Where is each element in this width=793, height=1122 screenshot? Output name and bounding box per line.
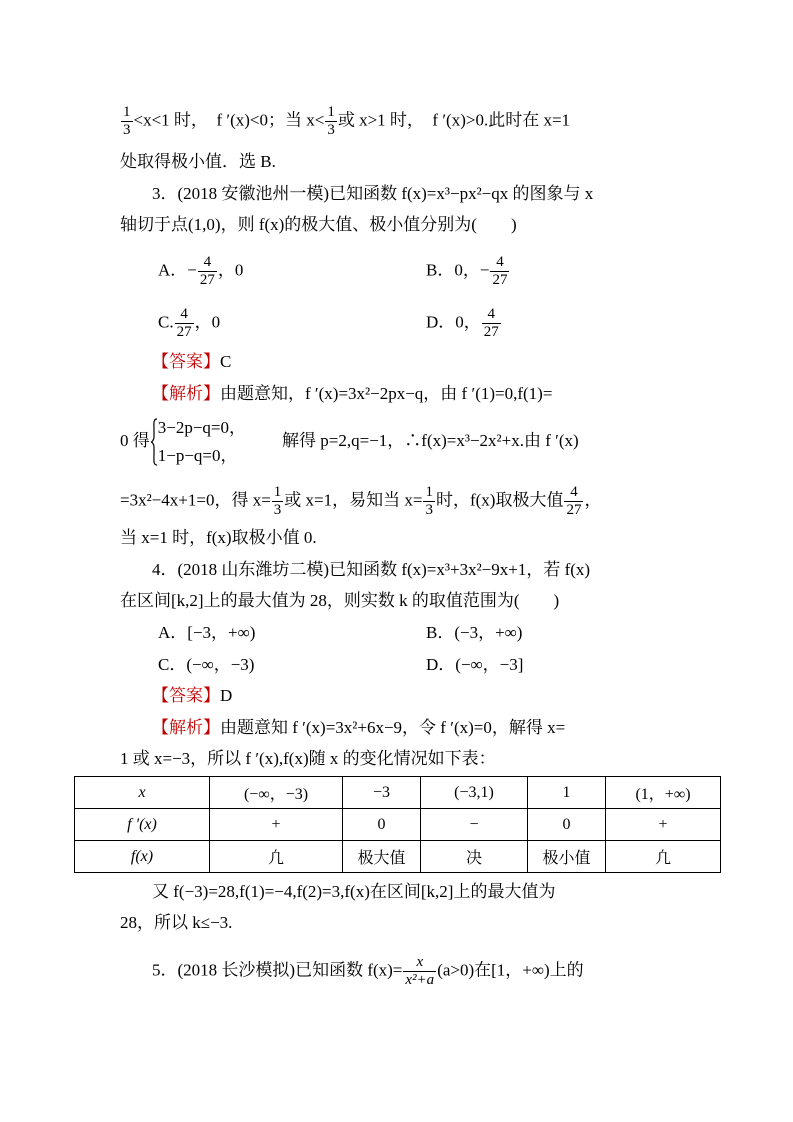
table-cell: 1: [528, 777, 606, 809]
q3-analysis-line-2: 0 得 3−2p−q=0， 1−p−q=0， 解得 p=2,q=−1，∴f(x)=x³−2x²+x.由 f ′(x): [120, 414, 579, 470]
table-cell: 0: [343, 809, 421, 841]
analysis-tag: 【解析】: [152, 718, 220, 737]
answer-tag: 【答案】: [152, 686, 220, 705]
table-cell: (−3,1): [421, 777, 528, 809]
table-row-header: x: [75, 777, 210, 809]
text: f ′(x)<0；当 x<: [216, 110, 325, 130]
q4-answer: 【答案】D: [152, 686, 233, 705]
text: f ′(x)>0.此时在 x=1: [432, 110, 571, 130]
q5-stem-line-1: 5．(2018 长沙模拟)已知函数 f(x)= $\frac{x}{\text{x²+a}}$ (a>0)在[1，+∞)上的: [152, 954, 584, 988]
q3-analysis-line-3: =3x²−4x+1=0，得 x= $\frac{1}{3}$ 或 x=1，易知当 x= $\frac{1}{3}$ 时，f(x)取极大值 $\frac{4}{27}$ ，: [120, 484, 602, 518]
q4-analysis-line-4: 28，所以 k≤−3.: [120, 913, 233, 932]
table-cell: 决: [421, 841, 528, 873]
answer-tag: 【答案】: [152, 352, 220, 371]
table-cell: (−∞，−3): [210, 777, 343, 809]
q4-option-b: B．(−3，+∞): [426, 623, 523, 642]
q3-analysis-line-4: 当 x=1 时，f(x)取极小值 0.: [120, 528, 317, 547]
table-cell: 0: [528, 809, 606, 841]
table-cell: 极小值: [528, 841, 606, 873]
q4-option-d: D．(−∞，−3]: [426, 655, 524, 674]
q4-option-a: A．[−3，+∞): [158, 623, 256, 642]
text: 或 x>1 时，: [337, 110, 416, 130]
fraction: $\frac{1}{3}$: [327, 104, 335, 138]
text: <x<1 时，: [133, 110, 200, 130]
equation-system: 3−2p−q=0， 1−p−q=0，: [157, 418, 247, 465]
solution-line-2: 处取得极小值．选 B.: [120, 152, 276, 171]
q3-option-d: D．0， $\frac{4}{27}$: [426, 306, 499, 340]
q3-option-b: B．0，− $\frac{4}{27}$: [426, 254, 508, 288]
table-cell: +: [210, 809, 343, 841]
q3-answer: 【答案】C: [152, 352, 232, 371]
q3-stem-line-2: 轴切于点(1,0)，则 f(x)的极大值、极小值分别为( ): [120, 215, 517, 234]
table-cell: −3: [343, 777, 421, 809]
table-row: [75, 809, 721, 841]
q4-analysis-line-3: 又 f(−3)=28,f(1)=−4,f(2)=3,f(x)在区间[k,2]上的最大值为: [152, 882, 556, 901]
variation-table: [74, 776, 721, 873]
q4-stem-line-2: 在区间[k,2]上的最大值为 28，则实数 k 的取值范围为( ): [120, 591, 560, 610]
table-row: [75, 841, 721, 873]
table-cell: 极大值: [343, 841, 421, 873]
q3-stem-line-1: 3．(2018 安徽池州一模)已知函数 f(x)=x³−px²−qx 的图象与 x: [152, 184, 594, 203]
q4-analysis-line-2: 1 或 x=−3，所以 f ′(x),f(x)随 x 的变化情况如下表：: [120, 749, 496, 768]
left-brace-icon: [150, 418, 158, 466]
q4-option-c: C．(−∞，−3): [158, 655, 255, 674]
solution-line-1: [120, 104, 570, 139]
q3-option-a: A．− $\frac{4}{27}$ ，0: [158, 254, 244, 288]
table-cell: 凢: [606, 841, 721, 873]
table-row-header: f(x): [75, 841, 210, 873]
q4-analysis-line-1: 【解析】由题意知 f ′(x)=3x²+6x−9，令 f ′(x)=0，解得 x=: [152, 718, 566, 737]
table-cell: 凢: [210, 841, 343, 873]
table-cell: +: [606, 809, 721, 841]
table-cell: −: [421, 809, 528, 841]
table-row-header: f ′(x): [75, 809, 210, 841]
table-cell: (1，+∞): [606, 777, 721, 809]
fraction: $\frac{1}{3}$: [123, 104, 131, 138]
q4-stem-line-1: 4．(2018 山东潍坊二模)已知函数 f(x)=x³+3x²−9x+1，若 f(x): [152, 560, 591, 579]
table-row: [75, 777, 721, 809]
q3-analysis-line-1: 【解析】由题意知，f ′(x)=3x²−2px−q，由 f ′(1)=0,f(1)=: [152, 384, 553, 403]
analysis-tag: 【解析】: [152, 384, 220, 403]
q3-option-c: C. $\frac{4}{27}$ ，0: [158, 306, 221, 340]
